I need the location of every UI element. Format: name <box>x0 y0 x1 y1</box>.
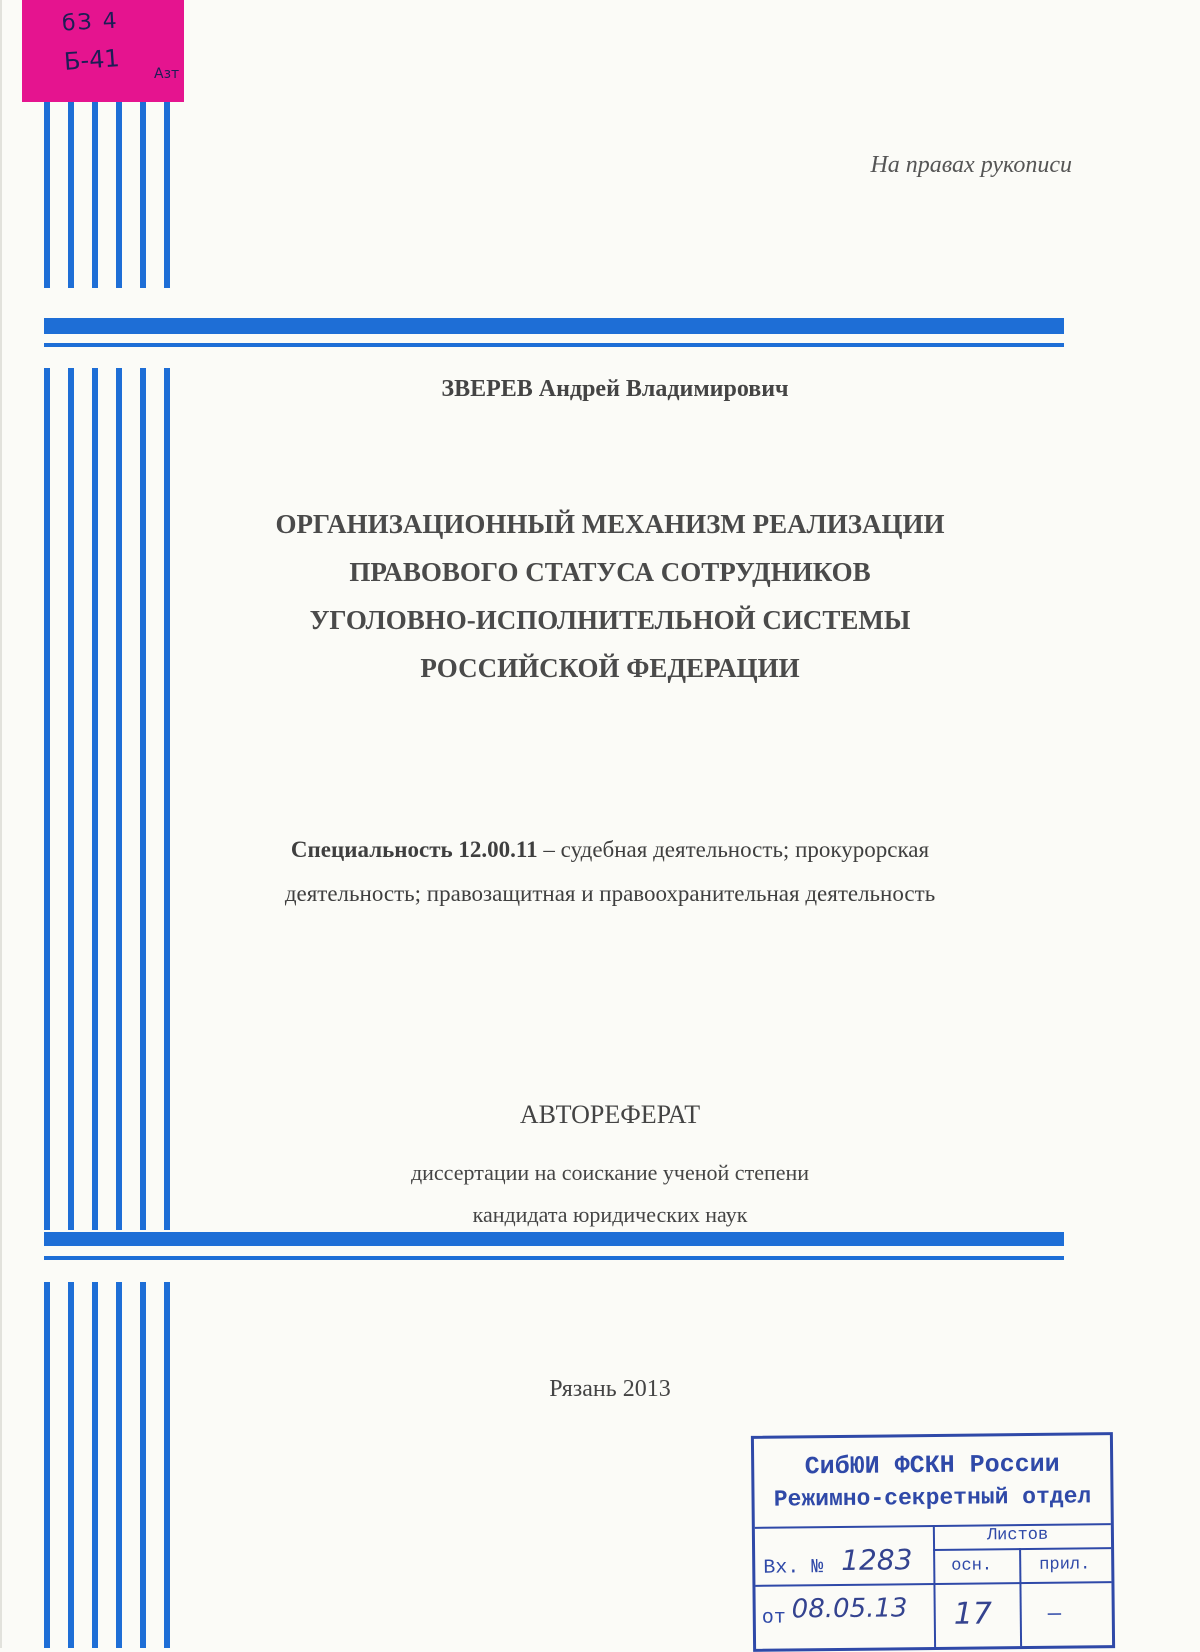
stamp-date: 08.05.13 <box>791 1593 908 1625</box>
title-line: РОССИЙСКОЙ ФЕДЕРАЦИИ <box>420 653 800 683</box>
decorative-line <box>68 1282 74 1648</box>
decorative-line <box>164 102 170 288</box>
stamp-organization: СибЮИ ФСКН России <box>804 1449 1060 1482</box>
decorative-line <box>92 1282 98 1648</box>
specialty-line-2: деятельность; правозащитная и правоохранительная деятельность <box>284 881 936 906</box>
horizontal-rule-top-thin <box>44 343 1064 347</box>
decorative-line <box>68 102 74 288</box>
vertical-lines-bottom <box>44 1282 188 1648</box>
stamp-divider <box>933 1547 1111 1551</box>
decorative-line <box>44 102 50 288</box>
author-name: ЗВЕРЕВ Андрей Владимирович <box>441 376 789 402</box>
vertical-lines-top <box>44 102 188 288</box>
decorative-line <box>92 102 98 288</box>
label-code-line-2: Б-41 <box>63 44 121 76</box>
stamp-in-label: Вх. № <box>763 1556 824 1580</box>
abstract-subtitle-line-1: диссертации на соискание ученой степени <box>410 1160 810 1185</box>
stamp-main-label: осн. <box>951 1556 993 1576</box>
decorative-line <box>116 102 122 288</box>
stamp-divider <box>1019 1548 1022 1646</box>
label-code-line-1: бЗ 4 <box>61 8 120 37</box>
stamp-sheets-label: Листов <box>986 1525 1049 1546</box>
stamp-attach-sheets: — <box>1047 1601 1062 1627</box>
stamp-main-sheets: 17 <box>953 1596 993 1632</box>
registry-stamp <box>751 1432 1115 1652</box>
city-year: Рязань 2013 <box>549 1376 671 1402</box>
dissertation-title <box>0 500 1200 692</box>
horizontal-rule-top-thick <box>44 318 1064 334</box>
stamp-department: Режимно-секретный отдел <box>773 1483 1092 1513</box>
decorative-line <box>164 1282 170 1648</box>
specialty-block <box>0 828 1200 916</box>
label-code-line-3: Азт <box>154 66 180 82</box>
stamp-from-label: от <box>761 1606 786 1630</box>
abstract-heading: АВТОРЕФЕРАТ <box>519 1100 701 1129</box>
title-line: ОРГАНИЗАЦИОННЫЙ МЕХАНИЗМ РЕАЛИЗАЦИИ <box>275 509 945 539</box>
abstract-subtitle <box>0 1152 1200 1236</box>
title-line: ПРАВОВОГО СТАТУСА СОТРУДНИКОВ <box>349 557 871 587</box>
horizontal-rule-bottom-thin <box>44 1256 1064 1260</box>
manuscript-rights-note: На правах рукописи <box>870 152 1072 178</box>
title-line: УГОЛОВНО-ИСПОЛНИТЕЛЬНОЙ СИСТЕМЫ <box>309 605 911 635</box>
decorative-line <box>44 1282 50 1648</box>
specialty-line-1-rest: – судебная деятельность; прокурорская <box>537 837 930 862</box>
stamp-divider <box>933 1525 936 1647</box>
decorative-line <box>140 102 146 288</box>
stamp-attach-label: прил. <box>1039 1555 1091 1575</box>
specialty-line-1 <box>0 828 1200 872</box>
specialty-label: Специальность 12.00.11 <box>290 837 538 862</box>
decorative-line <box>140 1282 146 1648</box>
decorative-line <box>116 1282 122 1648</box>
library-label <box>22 0 184 102</box>
abstract-subtitle-line-2: кандидата юридических наук <box>472 1202 748 1227</box>
stamp-in-number: 1283 <box>841 1543 913 1577</box>
